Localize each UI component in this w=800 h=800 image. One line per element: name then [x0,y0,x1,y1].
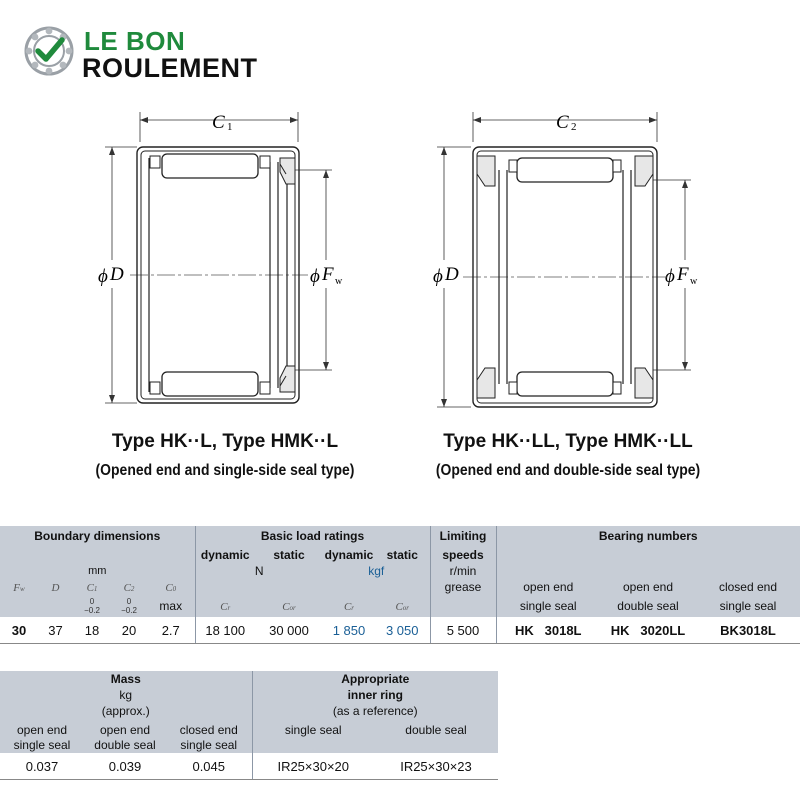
cell-ring-1: IR25×30×20 [252,753,374,780]
bearing-numbers-header: Bearing numbers [598,529,698,543]
cell-mass-3: 0.045 [166,753,252,780]
svg-text:ϕ: ϕ [433,266,443,287]
cell-bn1: 3018L [544,622,582,638]
cell-ring-2: IR25×30×23 [374,753,498,780]
svg-text:w: w [335,276,343,287]
bn-col2-line2: double seal [617,599,679,613]
ring-col1-header: single seal [284,723,342,737]
limiting-speeds-header-1: Limiting [430,526,496,546]
dim-fw-label-right: F [677,264,689,285]
mass-header: Mass [0,671,252,687]
cell-bn2: 3020LL [640,622,686,638]
dim-fw-label: F [322,264,334,285]
logo-text-top: LE BON [84,26,186,56]
left-figure-title: Type HK··L, Type HMK··L [111,431,339,452]
bn-col3-line1: closed end [718,580,778,594]
dynamic-kgf-label: dynamic [324,547,374,562]
cell-cr-n: 18 100 [195,617,255,644]
cell-bn2-prefix: HK [610,622,630,638]
spec-table: Boundary dimensions Basic load ratings Limiting Bearing numbers dynamic static dynamic static speeds mm N kgf r/min Fw D C1 C2 C0 grease open end open end closed end 0 −0.2 0 −0.2 max Cr Cor Cr Cor single seal double seal single seal 30 37 18 20 2.7 18 100 30 000 1 850 3 050 5 500 HK 3018L HK 3020LL BK3018L [0,526,800,644]
ring-col2-header: double seal [405,723,467,737]
dim-d-label-right: D [445,264,459,285]
cell-cor-kgf: 3 050 [375,617,430,644]
cell-cor-n: 30 000 [255,617,323,644]
bearing-logo-icon [24,26,74,76]
bn-col1-line2: single seal [519,599,577,613]
dim-d-label: D [110,264,124,285]
c0-max: max [147,595,195,617]
ring-header-2: inner ring [347,688,403,702]
cell-bn3: BK3018L [696,617,800,644]
svg-text:1: 1 [227,121,233,133]
cell-c0: 2.7 [147,617,195,644]
cell-c1: 18 [73,617,111,644]
cell-fw: 30 [0,617,38,644]
cell-bn1-prefix: HK [515,622,534,638]
cell-cr-kgf: 1 850 [323,617,375,644]
mass-note: (approx.) [0,703,252,719]
bearing-drawing-single-seal [90,100,360,420]
bearing-drawing-double-seal [425,100,705,420]
bn-col2-line1: open end [622,580,674,594]
bn-col1-line1: open end [523,580,574,594]
static-kgf-label: static [375,546,430,563]
static-n-label: static [273,547,305,562]
load-ratings-header: Basic load ratings [195,526,430,546]
unit-kgf: kgf [323,563,430,579]
cell-mass-2: 0.039 [84,753,166,780]
right-figure-subtitle: (Opened end and double-side seal type) [435,462,701,479]
left-figure-subtitle: (Opened end and single-side seal type) [95,462,355,479]
limiting-speeds-header-2: speeds [430,546,496,563]
cell-mass-1: 0.037 [0,753,84,780]
boundary-dimensions-header: Boundary dimensions [0,526,195,546]
right-figure-title: Type HK··LL, Type HMK··LL [443,431,693,452]
speed-type: grease [430,579,496,595]
cell-speed: 5 500 [430,617,496,644]
svg-text:ϕ: ϕ [310,266,320,287]
svg-text:ϕ: ϕ [665,266,675,287]
ring-header-1: Appropriate [341,672,410,686]
dim-c1-label: C [212,112,225,133]
mass-unit: kg [0,687,252,703]
ring-note: (as a reference) [332,704,418,718]
dim-c2-label: C [556,112,569,133]
logo-text-bottom: ROULEMENT [82,53,258,83]
mass-ring-table: Mass Appropriate kg inner ring (approx.) (as a reference) open end open end closed end single seal double seal single seal double seal single seal 0.037 0.039 0.045 IR25×30×20 IR25×30×23 [0,671,498,780]
svg-text:ϕ: ϕ [98,266,108,287]
svg-text:2: 2 [571,121,577,133]
svg-text:w: w [690,276,698,287]
table-row [0,617,800,644]
speed-unit: r/min [430,563,496,579]
unit-n: N [254,564,264,578]
boundary-unit: mm [0,563,195,579]
dynamic-n-label: dynamic [200,547,250,562]
cell-d: 37 [38,617,73,644]
table-row [0,753,498,780]
bn-col3-line2: single seal [719,599,777,613]
cell-c2: 20 [111,617,147,644]
